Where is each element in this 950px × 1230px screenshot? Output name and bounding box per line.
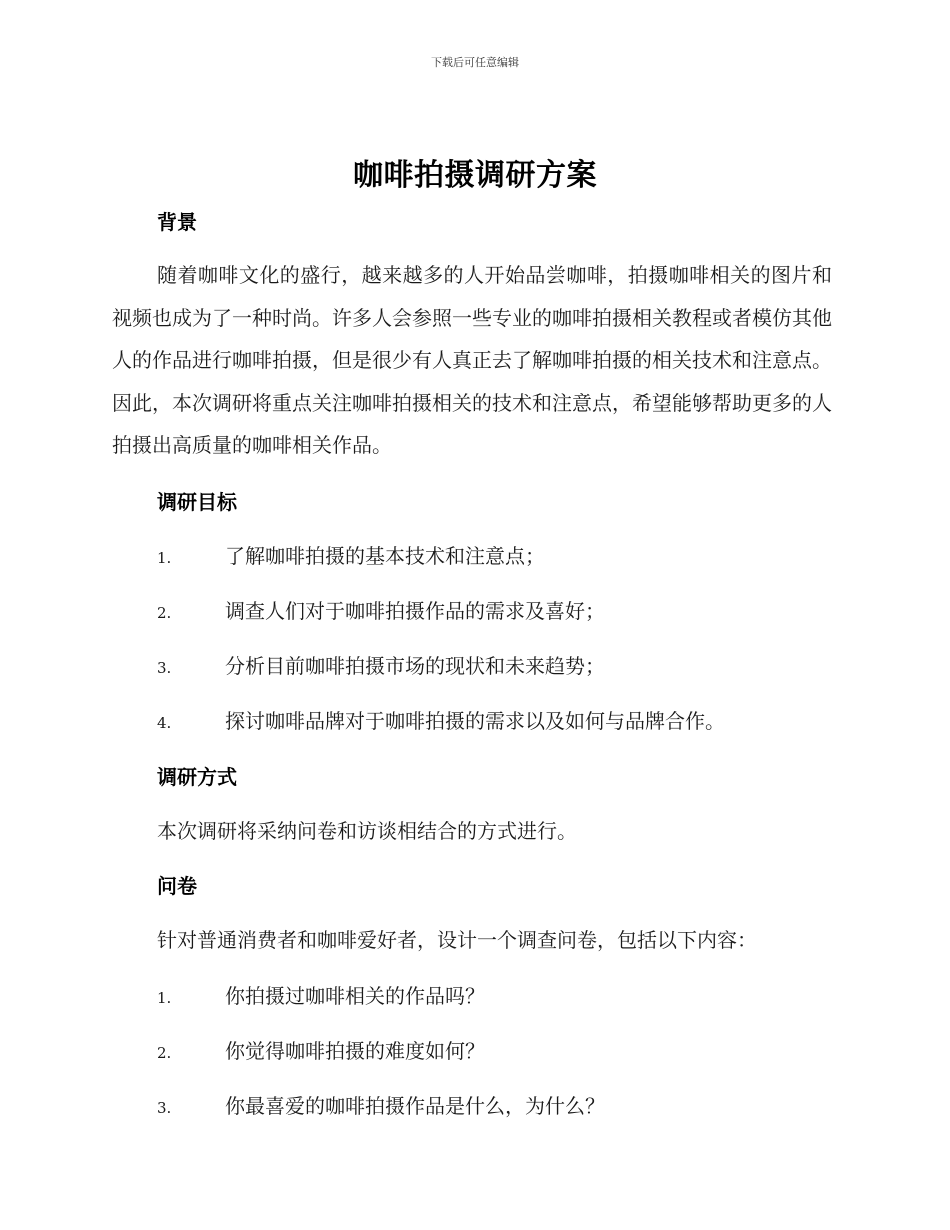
heading-questionnaire: 问卷	[157, 874, 197, 898]
header-note: 下载后可任意编辑	[431, 56, 519, 69]
list-number: 3.	[157, 1099, 172, 1117]
questionnaire-intro: 针对普通消费者和咖啡爱好者，设计一个调查问卷，包括以下内容：	[157, 928, 757, 952]
question-item	[157, 1035, 485, 1063]
question-item	[157, 980, 485, 1008]
heading-method: 调研方式	[157, 765, 237, 789]
list-text: 分析目前咖啡拍摄市场的现状和未来趋势；	[225, 654, 605, 678]
list-number: 2.	[157, 604, 172, 622]
background-paragraph: 随着咖啡文化的盛行，越来越多的人开始品尝咖啡，拍摄咖啡相关的图片和视频也成为了一种时尚。许多人会参照一些专业的咖啡拍摄相关教程或者模仿其他人的作品进行咖啡拍摄，但是很少有人真正去了解咖啡拍摄的相关技术和注意点。因此，本次调研将重点关注咖啡拍摄相关的技术和注意点，希望能够帮助更多的人拍摄出高质量的咖啡相关作品。	[112, 263, 832, 457]
document-title: 咖啡拍摄调研方案	[353, 158, 597, 193]
goal-item	[157, 705, 725, 733]
goal-item	[157, 650, 605, 678]
question-item	[157, 1090, 605, 1118]
goal-item	[157, 540, 545, 568]
list-text: 你觉得咖啡拍摄的难度如何？	[225, 1039, 485, 1063]
list-number: 1.	[157, 989, 172, 1007]
list-text: 你拍摄过咖啡相关的作品吗？	[225, 984, 485, 1008]
goal-item	[157, 595, 605, 623]
list-text: 了解咖啡拍摄的基本技术和注意点；	[225, 544, 545, 568]
list-number: 2.	[157, 1044, 172, 1062]
list-text: 你最喜爱的咖啡拍摄作品是什么，为什么？	[225, 1094, 605, 1118]
list-number: 1.	[157, 549, 172, 567]
list-number: 3.	[157, 659, 172, 677]
list-text: 调查人们对于咖啡拍摄作品的需求及喜好；	[225, 599, 605, 623]
heading-background: 背景	[157, 210, 197, 234]
heading-goals: 调研目标	[157, 490, 237, 514]
list-number: 4.	[157, 714, 172, 732]
list-text: 探讨咖啡品牌对于咖啡拍摄的需求以及如何与品牌合作。	[225, 709, 725, 733]
method-text: 本次调研将采纳问卷和访谈相结合的方式进行。	[157, 819, 577, 843]
